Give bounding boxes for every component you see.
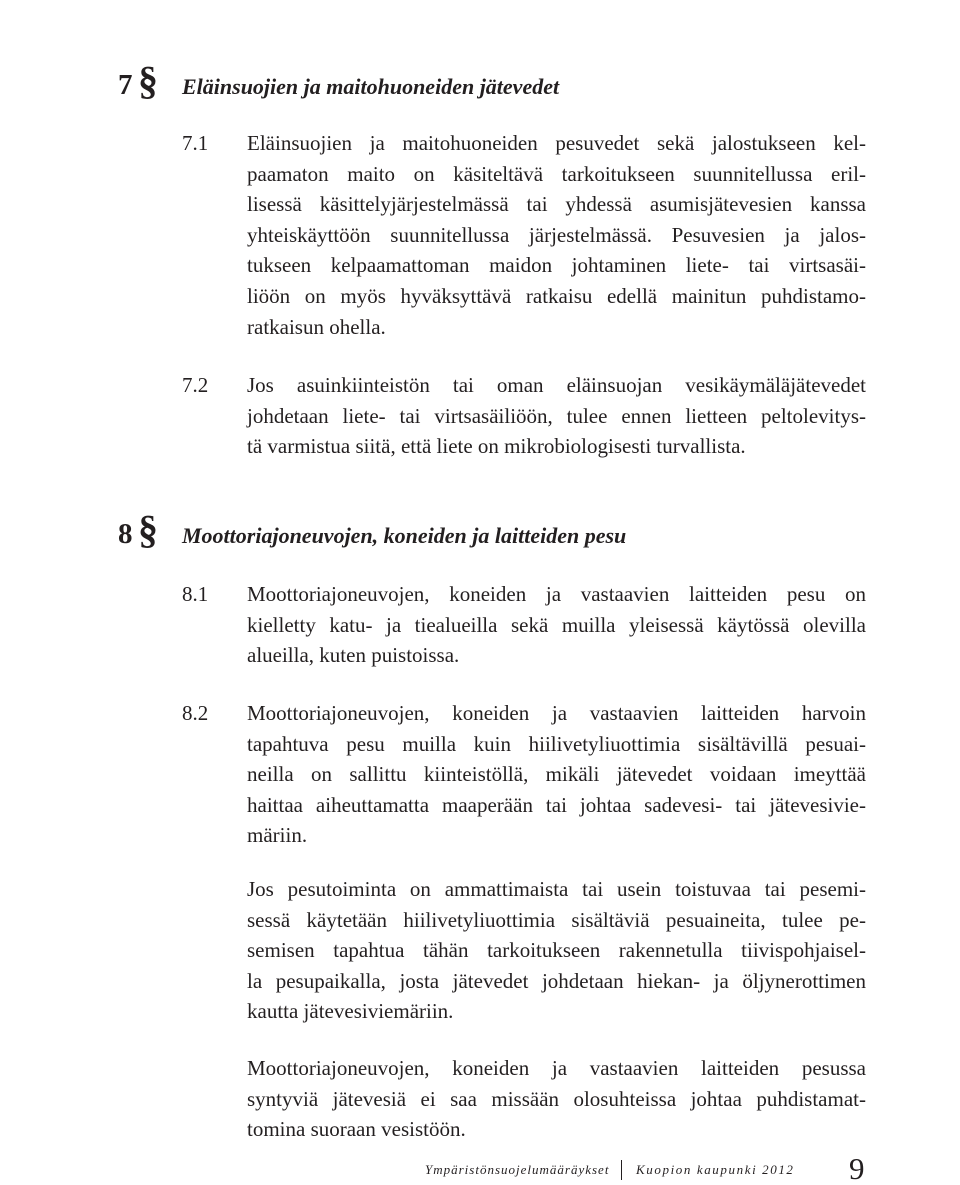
paragraph-line: yhteiskäyttöön suunnitellussa järjestelmässä. Pesuvesien ja jalos- [247,222,866,247]
paragraph-line: tä varmistua siitä, että liete on mikrobiologisesti turvallista. [247,434,746,459]
section-sign: § [138,58,158,103]
paragraph-text [247,1053,866,1145]
paragraph-text [247,698,866,851]
paragraph-line: tapahtuva pesu muilla kuin hiilivetyliuottimia sisältävillä pesuai- [247,731,866,756]
paragraph-line: kautta jätevesiviemäriin. [247,999,454,1024]
paragraph-text [247,128,866,342]
paragraph-8-2-continued [182,874,866,1027]
paragraph-line: märiin. [247,823,308,848]
paragraph-line: haittaa aiheuttamatta maaperään tai johtaa sadevesi- tai jätevesivie- [247,792,866,817]
paragraph-line: syntyviä jätevesiä ei saa missään olosuhteissa johtaa puhdistamat- [247,1086,866,1111]
paragraph-line: neilla on sallittu kiinteistöllä, mikäli jätevedet voidaan imeyttää [247,762,866,787]
section-7-heading [118,58,560,105]
paragraph-8-final [182,1053,866,1145]
paragraph-line: semisen tapahtua tähän tarkoitukseen rakennetulla tiivispohjaisel- [247,938,866,963]
paragraph-line: Moottoriajoneuvojen, koneiden ja vastaavien laitteiden pesu on [247,582,866,606]
paragraph-line: liöön on myös hyväksyttävä ratkaisu edellä mainitun puhdistamo- [247,283,866,308]
paragraph-line: tukseen kelpaamattoman maidon johtaminen liete- tai virtsasäi- [247,253,866,278]
paragraph-8-2 [182,698,866,851]
footer-divider [621,1160,622,1180]
section-sign: § [138,507,158,552]
paragraph-line: sessä käytetään hiilivetyliuottimia sisältäviä pesuaineita, tulee pe- [247,907,866,932]
paragraph-line: johdetaan liete- tai virtsasäiliöön, tulee ennen lietteen peltolevitys- [247,403,866,428]
paragraph-8-1 [182,579,866,671]
paragraph-line: Moottoriajoneuvojen, koneiden ja vastaavien laitteiden pesussa [247,1056,866,1080]
section-number: 7 [118,69,133,101]
paragraph-label: 7.2 [182,373,209,397]
section-title: Moottoriajoneuvojen, koneiden ja laitteiden pesu [182,523,627,548]
paragraph-line: Jos pesutoiminta on ammattimaista tai usein toistuvaa tai pesemi- [247,877,866,901]
paragraph-line: Eläinsuojien ja maitohuoneiden pesuvedet sekä jalostukseen kel- [247,131,866,155]
paragraph-line: la pesupaikalla, josta jätevedet johdetaan hiekan- ja öljynerottimen [247,968,866,993]
footer-publisher: Kuopion kaupunki 2012 [636,1162,795,1177]
section-number: 8 [118,518,133,550]
paragraph-line: Jos asuinkiinteistön tai oman eläinsuojan vesikäymäläjätevedet [247,373,866,397]
paragraph-label: 8.2 [182,701,209,725]
paragraph-line: alueilla, kuten puistoissa. [247,643,460,668]
paragraph-text [247,579,866,671]
footer-document-title: Ympäristönsuojelumääräykset [425,1162,610,1177]
paragraph-7-2 [182,370,866,462]
paragraph-text [247,874,866,1027]
paragraph-7-1 [182,128,866,342]
paragraph-label: 7.1 [182,131,209,155]
paragraph-line: ratkaisun ohella. [247,314,386,339]
paragraph-line: tomina suoraan vesistöön. [247,1117,466,1142]
paragraph-text [247,370,866,462]
section-8-heading [118,507,627,554]
paragraph-line: lisessä käsittelyjärjestelmässä tai yhdessä asumisjätevesien kanssa [247,192,866,217]
section-title: Eläinsuojien ja maitohuoneiden jätevedet [182,74,560,99]
paragraph-label: 8.1 [182,582,209,606]
paragraph-line: paamaton maito on käsiteltävä tarkoitukseen suunnitellussa eril- [247,161,866,186]
page-number: 9 [849,1151,865,1185]
paragraph-line: kielletty katu- ja tiealueilla sekä muilla yleisessä käytössä olevilla [247,612,866,637]
paragraph-line: Moottoriajoneuvojen, koneiden ja vastaavien laitteiden harvoin [247,701,866,725]
